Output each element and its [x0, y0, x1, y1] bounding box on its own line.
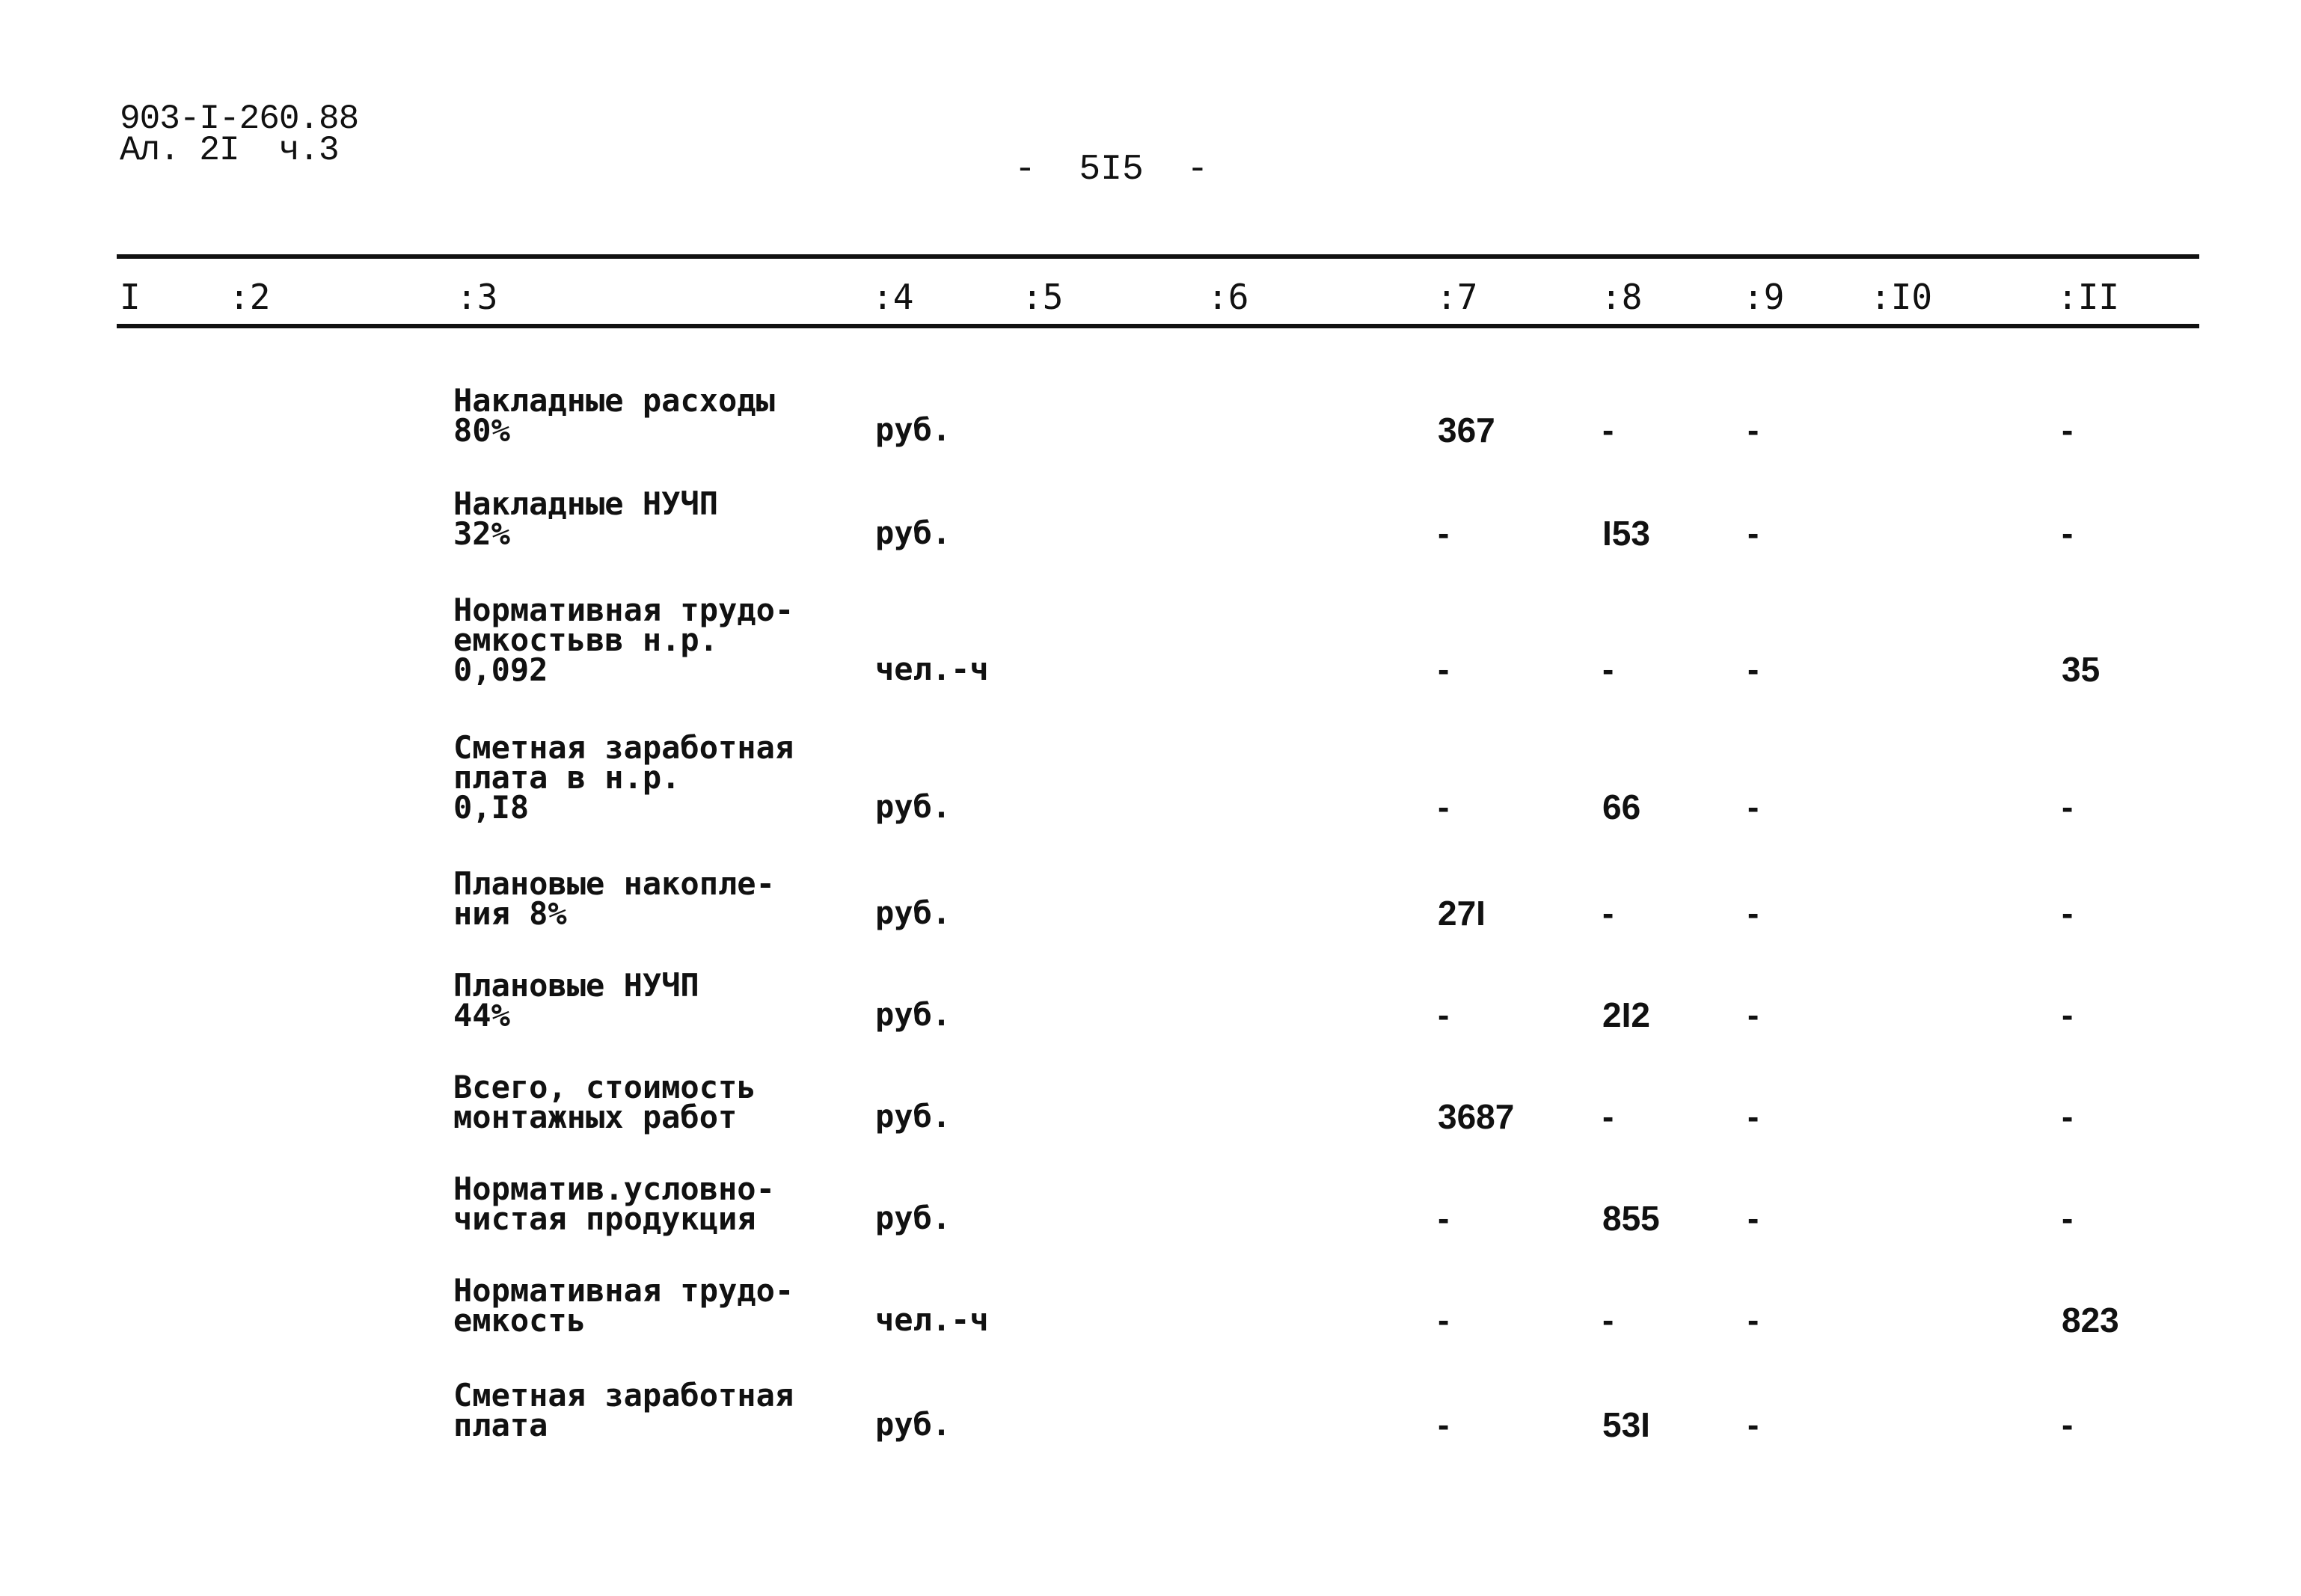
row-description-line: емкость	[453, 1302, 586, 1339]
cell-col-7: -	[1438, 995, 1450, 1034]
document-code-line-2: Ал. 2I ч.3	[120, 131, 339, 170]
cell-col-11: -	[2062, 514, 2074, 553]
row-unit: руб.	[875, 411, 952, 448]
cell-col-9: -	[1747, 411, 1759, 449]
column-header-10: :I0	[1870, 277, 1933, 317]
cell-col-8: 66	[1602, 788, 1641, 826]
row-description	[453, 382, 775, 449]
row-description-line: монтажных работ	[453, 1099, 738, 1135]
column-header-1: I	[120, 277, 141, 317]
row-description-line: ния 8%	[453, 895, 567, 932]
row-description-line: Всего, стоимость	[453, 1069, 756, 1105]
cell-col-9: -	[1747, 1097, 1759, 1136]
column-header-7: :7	[1436, 277, 1478, 317]
cell-col-7: -	[1438, 1199, 1450, 1238]
cell-col-8: -	[1602, 1301, 1614, 1339]
cell-col-9: -	[1747, 788, 1759, 826]
row-description-line: 32%	[453, 515, 510, 552]
cell-col-8: I53	[1602, 514, 1650, 553]
row-unit: чел.-ч	[875, 651, 989, 687]
row-unit: чел.-ч	[875, 1301, 989, 1338]
document-code-line-1: 903-I-260.88	[120, 99, 359, 138]
cell-col-8: -	[1602, 894, 1614, 933]
row-unit: руб.	[875, 1098, 952, 1135]
row-description-line: чистая продукция	[453, 1200, 756, 1237]
row-description	[453, 1377, 794, 1443]
row-description-line: Нормативная трудо-	[453, 1272, 794, 1309]
row-unit: руб.	[875, 788, 952, 825]
cell-col-11: -	[2062, 411, 2074, 449]
row-unit: руб.	[875, 996, 952, 1033]
cell-col-8: -	[1602, 650, 1614, 689]
table-top-rule	[117, 254, 2199, 259]
cell-col-7: 367	[1438, 411, 1495, 449]
row-description-line: Норматив.условно-	[453, 1170, 775, 1207]
row-description	[453, 1170, 775, 1237]
row-description-line: 0,092	[453, 651, 548, 688]
cell-col-8: -	[1602, 411, 1614, 449]
cell-col-7: -	[1438, 1405, 1450, 1444]
row-description-line: Сметная заработная	[453, 1377, 794, 1414]
column-header-11: :II	[2057, 277, 2120, 317]
column-header-3: :3	[456, 277, 498, 317]
row-description	[453, 1069, 756, 1135]
row-description	[453, 485, 719, 552]
row-description-line: Накладные расходы	[453, 382, 775, 419]
cell-col-11: -	[2062, 788, 2074, 826]
cell-col-7: -	[1438, 788, 1450, 826]
row-unit: руб.	[875, 1200, 952, 1236]
cell-col-9: -	[1747, 894, 1759, 933]
row-unit: руб.	[875, 1406, 952, 1443]
column-header-2: :2	[229, 277, 271, 317]
row-description	[453, 1272, 794, 1339]
cell-col-11: -	[2062, 1405, 2074, 1444]
row-description-line: емкостьвв н.р.	[453, 621, 719, 658]
document-code	[120, 99, 359, 170]
cell-col-11: 823	[2062, 1301, 2119, 1339]
page-number: - 5I5 -	[1014, 150, 1209, 190]
row-description-line: плата в н.р.	[453, 759, 681, 796]
row-description	[453, 729, 794, 826]
row-description-line: 80%	[453, 412, 510, 449]
row-description-line: Плановые НУЧП	[453, 967, 699, 1004]
cell-col-8: 855	[1602, 1199, 1660, 1238]
row-unit: руб.	[875, 515, 952, 551]
row-description	[453, 865, 775, 932]
cell-col-8: 2I2	[1602, 995, 1650, 1034]
row-unit: руб.	[875, 894, 952, 931]
cell-col-8: -	[1602, 1097, 1614, 1136]
row-description-line: 44%	[453, 997, 510, 1034]
cell-col-8: 53I	[1602, 1405, 1650, 1444]
cell-col-9: -	[1747, 650, 1759, 689]
column-header-9: :9	[1743, 277, 1785, 317]
cell-col-7: 3687	[1438, 1097, 1515, 1136]
cell-col-9: -	[1747, 1199, 1759, 1238]
row-description-line: 0,I8	[453, 789, 530, 826]
cell-col-7: 27I	[1438, 894, 1486, 933]
cell-col-11: -	[2062, 1199, 2074, 1238]
row-description	[453, 592, 794, 688]
row-description-line: Накладные НУЧП	[453, 485, 719, 522]
cell-col-11: -	[2062, 894, 2074, 933]
cell-col-11: -	[2062, 1097, 2074, 1136]
cell-col-11: -	[2062, 995, 2074, 1034]
row-description-line: Плановые накопле-	[453, 865, 775, 902]
cell-col-9: -	[1747, 995, 1759, 1034]
cell-col-9: -	[1747, 514, 1759, 553]
column-header-8: :8	[1601, 277, 1643, 317]
table-header-rule	[117, 324, 2199, 328]
row-description	[453, 967, 699, 1034]
cell-col-9: -	[1747, 1301, 1759, 1339]
row-description-line: Сметная заработная	[453, 729, 794, 766]
column-header-4: :4	[872, 277, 914, 317]
cell-col-11: 35	[2062, 650, 2101, 689]
row-description-line: Нормативная трудо-	[453, 592, 794, 628]
column-header-5: :5	[1022, 277, 1064, 317]
column-header-6: :6	[1207, 277, 1249, 317]
cell-col-7: -	[1438, 650, 1450, 689]
cell-col-7: -	[1438, 514, 1450, 553]
cell-col-9: -	[1747, 1405, 1759, 1444]
cell-col-7: -	[1438, 1301, 1450, 1339]
row-description-line: плата	[453, 1407, 548, 1443]
